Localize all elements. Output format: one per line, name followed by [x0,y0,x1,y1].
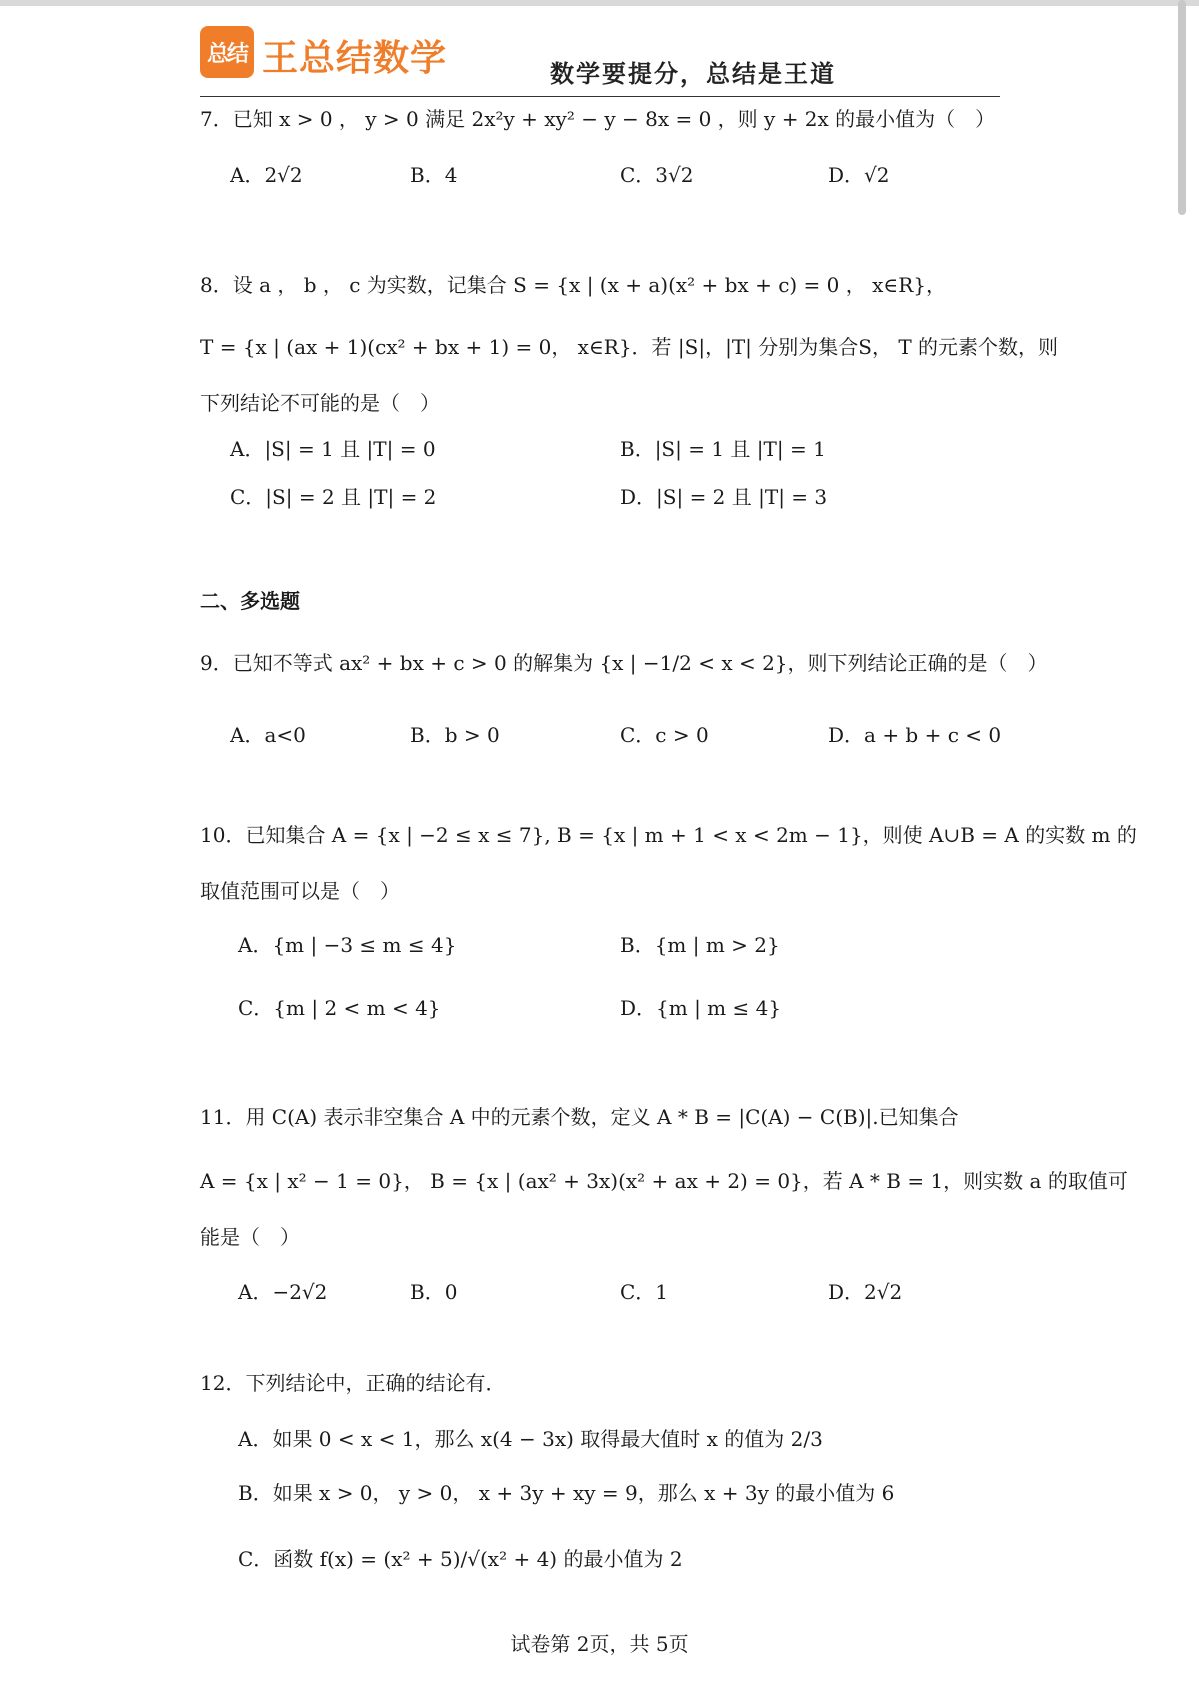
question-9-option-b: B．b > 0 [410,723,500,747]
question-10-stem-1: 10．已知集合 A = {x | −2 ≤ x ≤ 7}, B = {x | m + 1 < x < 2m − 1}，则使 A∪B = A 的实数 m 的 [200,823,1137,847]
question-11-option-b: B．0 [410,1280,458,1304]
logo-name: 王总结数学 [262,38,448,79]
question-12-option-a: A．如果 0 < x < 1，那么 x(4 − 3x) 取得最大值时 x 的值为 2/3 [238,1427,823,1451]
question-11-stem-1: 11．用 C(A) 表示非空集合 A 中的元素个数，定义 A * B = |C(A) − C(B)|.已知集合 [200,1105,959,1129]
question-9-option-d: D．a + b + c < 0 [828,723,1002,747]
section-heading-multiple-choice: 二、多选题 [200,589,300,613]
question-12-stem: 12．下列结论中，正确的结论有． [200,1371,506,1395]
question-10-option-c: C．{m | 2 < m < 4} [238,996,441,1020]
question-8-option-a: A．|S| = 1 且 |T| = 0 [230,437,436,461]
question-10-option-a: A．{m | −3 ≤ m ≤ 4} [238,933,457,957]
question-8-option-b: B．|S| = 1 且 |T| = 1 [620,437,826,461]
question-9-option-c: C．c > 0 [620,723,709,747]
logo-mark: 总结 [200,26,254,78]
question-11-stem-3: 能是（ ） [200,1225,300,1249]
question-9-option-a: A．a<0 [230,723,306,747]
question-7-option-b: B．4 [410,163,458,187]
question-11-stem-2: A = {x | x² − 1 = 0}， B = {x | (ax² + 3x)(x² + ax + 2) = 0}，若 A * B = 1，则实数 a 的取值可 [200,1169,1128,1193]
question-7-option-c: C．3√2 [620,163,694,187]
top-bar [0,0,1199,6]
question-8-stem-2: T = {x | (ax + 1)(cx² + bx + 1) = 0， x∈R}．若 |S|，|T| 分别为集合S， T 的元素个数，则 [200,335,1059,359]
question-10-option-b: B．{m | m > 2} [620,933,780,957]
page-footer: 试卷第 2页，共 5页 [510,1632,689,1656]
question-7-option-a: A．2√2 [230,163,303,187]
question-7-option-d: D．√2 [828,163,890,187]
question-10-option-d: D．{m | m ≤ 4} [620,996,782,1020]
question-9-stem: 9．已知不等式 ax² + bx + c > 0 的解集为 {x | −1/2 < x < 2}，则下列结论正确的是（ ） [200,651,1048,675]
question-10-stem-2: 取值范围可以是（ ） [200,879,400,903]
question-8-option-d: D．|S| = 2 且 |T| = 3 [620,485,828,509]
scrollbar[interactable] [1178,0,1186,215]
question-11-option-c: C．1 [620,1280,669,1304]
question-11-option-d: D．2√2 [828,1280,903,1304]
page-header [200,24,1000,97]
question-12-option-c: C．函数 f(x) = (x² + 5)/√(x² + 4) 的最小值为 2 [238,1547,683,1571]
question-7-stem: 7．已知 x > 0 ， y > 0 满足 2x²y + xy² − y − 8x = 0 ，则 y + 2x 的最小值为（ ） [200,107,996,131]
question-12-option-b: B．如果 x > 0， y > 0， x + 3y + xy = 9，那么 x + 3y 的最小值为 6 [238,1481,895,1505]
question-8-stem-3: 下列结论不可能的是（ ） [200,391,440,415]
question-11-option-a: A．−2√2 [238,1280,328,1304]
question-8-option-c: C．|S| = 2 且 |T| = 2 [230,485,437,509]
slogan: 数学要提分，总结是王道 [550,59,836,88]
question-8-stem-1: 8．设 a ， b ， c 为实数，记集合 S = {x | (x + a)(x² + bx + c) = 0 ， x∈R}， [200,273,946,297]
